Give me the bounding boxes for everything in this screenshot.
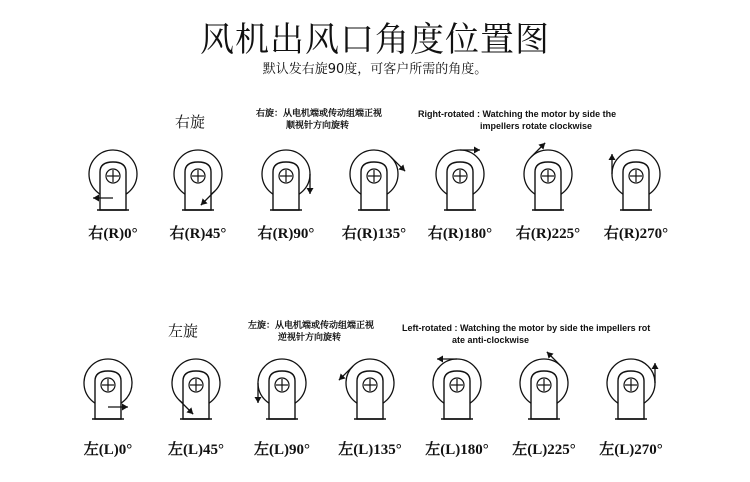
outlet-arrowhead [255, 397, 262, 403]
left-note-cn-line1: 左旋：从电机端或传动组端正视 [248, 321, 375, 331]
left-note-cn-line2: 逆视针方向旋转 [278, 333, 342, 343]
fan-left-180 [433, 356, 481, 420]
left-section-heading: 左旋 [168, 322, 199, 340]
fan-right-225 [524, 143, 572, 210]
fan-left-90 [255, 359, 307, 419]
fan-right-45 [174, 150, 222, 210]
outlet-arrowhead [652, 363, 659, 369]
fan-right-0 [89, 150, 137, 210]
left-note-en-line2: ate anti-clockwise [452, 335, 530, 345]
fan-label-right-225: 右(R)225° [515, 226, 581, 242]
fan-left-45 [172, 359, 220, 419]
fan-label-right-45: 右(R)45° [169, 226, 227, 242]
fan-label-left-180: 左(L)180° [425, 442, 489, 458]
right-section-heading: 右旋 [175, 113, 206, 131]
right-note-en-line1: Right-rotated : Watching the motor by side the [418, 109, 617, 119]
outlet-arrowhead [122, 404, 128, 411]
outlet-arrowhead [93, 195, 99, 202]
fan-left-0 [84, 359, 132, 419]
fan-label-left-135: 左(L)135° [338, 442, 402, 458]
fan-label-right-180: 右(R)180° [427, 226, 493, 242]
outlet-arrowhead [609, 154, 616, 160]
right-note-en-line2: impellers rotate clockwise [480, 121, 593, 131]
outlet-arrowhead [437, 356, 443, 363]
fan-label-left-90: 左(L)90° [254, 442, 310, 458]
fan-left-225 [520, 352, 568, 419]
outlet-arrowhead [307, 188, 314, 194]
outlet-arrowhead [474, 147, 480, 154]
fan-right-180 [436, 147, 484, 211]
right-note-cn-line2: 顺视针方向旋转 [286, 121, 350, 131]
fan-label-right-270: 右(R)270° [603, 226, 669, 242]
fan-label-right-0: 右(R)0° [88, 226, 138, 242]
fan-label-right-90: 右(R)90° [257, 226, 315, 242]
left-note-en-line1: Left-rotated : Watching the motor by side the impellers rot [402, 323, 651, 333]
fan-right-270 [609, 150, 661, 210]
fan-left-270 [607, 359, 659, 419]
page-title: 风机出风口角度位置图 [200, 20, 550, 60]
fan-label-left-225: 左(L)225° [512, 442, 576, 458]
fan-label-left-45: 左(L)45° [168, 442, 224, 458]
fan-right-135 [350, 150, 405, 210]
fan-label-left-0: 左(L)0° [83, 442, 133, 458]
fan-label-right-135: 右(R)135° [341, 226, 407, 242]
fan-label-left-270: 左(L)270° [599, 442, 663, 458]
fan-right-90 [262, 150, 314, 210]
fan-left-135 [339, 359, 394, 419]
page-subtitle: 默认发右旋90度，可客户所需的角度。 [262, 62, 488, 77]
right-note-cn-line1: 右旋：从电机端或传动组端正视 [256, 109, 383, 119]
